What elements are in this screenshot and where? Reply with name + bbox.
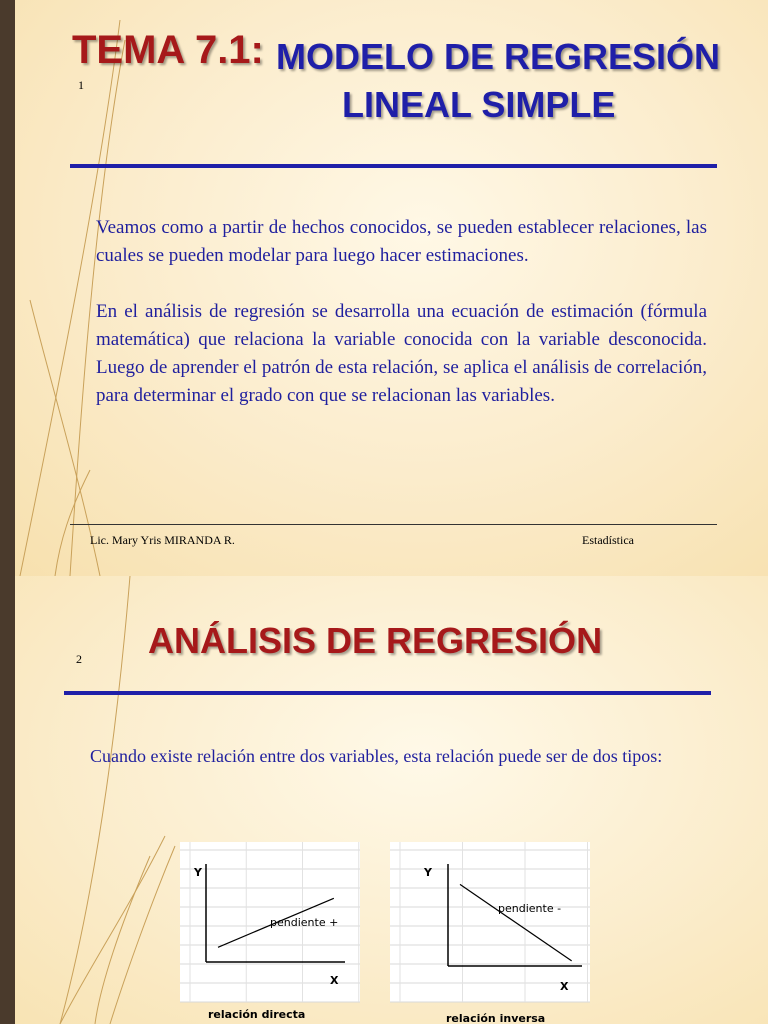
slide-number: 1 xyxy=(78,78,84,92)
chart-direct xyxy=(180,842,360,1024)
chart-title: relación inversa xyxy=(446,1012,546,1024)
slide2-paragraph: Cuando existe relación entre dos variables, esta relación puede ser de dos tipos: xyxy=(90,746,663,766)
title-line-2: LINEAL SIMPLE xyxy=(342,84,616,125)
y-axis-label: Y xyxy=(424,866,432,879)
footer-divider xyxy=(70,524,717,525)
slide2-title: ANÁLISIS DE REGRESIÓN xyxy=(148,620,603,661)
title-line-1: MODELO DE REGRESIÓN xyxy=(276,36,721,77)
x-axis-label: X xyxy=(330,974,339,987)
title-underline xyxy=(70,164,717,168)
x-axis-label: X xyxy=(560,980,569,993)
slide-2 xyxy=(0,576,768,1024)
title-underline xyxy=(64,691,711,695)
y-axis-label: Y xyxy=(194,866,202,879)
chart-title: relación directa xyxy=(208,1008,306,1021)
footer-author: Lic. Mary Yris MIRANDA R. xyxy=(90,533,235,547)
slope-annotation: pendiente + xyxy=(270,916,339,929)
slope-annotation: pendiente - xyxy=(498,902,562,915)
slide1-body xyxy=(96,214,707,410)
chart-inverse xyxy=(390,842,590,1024)
footer-subject: Estadística xyxy=(582,533,634,547)
paragraph-2: En el análisis de regresión se desarrolla una ecuación de estimación (fórmula matemática) que relaciona la variable conocida con la variable desconocida. Luego de aprender el patrón de esta relación, se aplica el análisis de correlación, para determinar el grado con que se relacionan las variables. xyxy=(96,301,707,406)
title-prefix: TEMA 7.1: xyxy=(72,28,264,72)
plot-background xyxy=(390,842,590,1002)
paragraph-1: Veamos como a partir de hechos conocidos, se pueden establecer relaciones, las cuales se pueden modelar para luego hacer estimaciones. xyxy=(96,217,707,266)
slide-number: 2 xyxy=(76,652,82,666)
